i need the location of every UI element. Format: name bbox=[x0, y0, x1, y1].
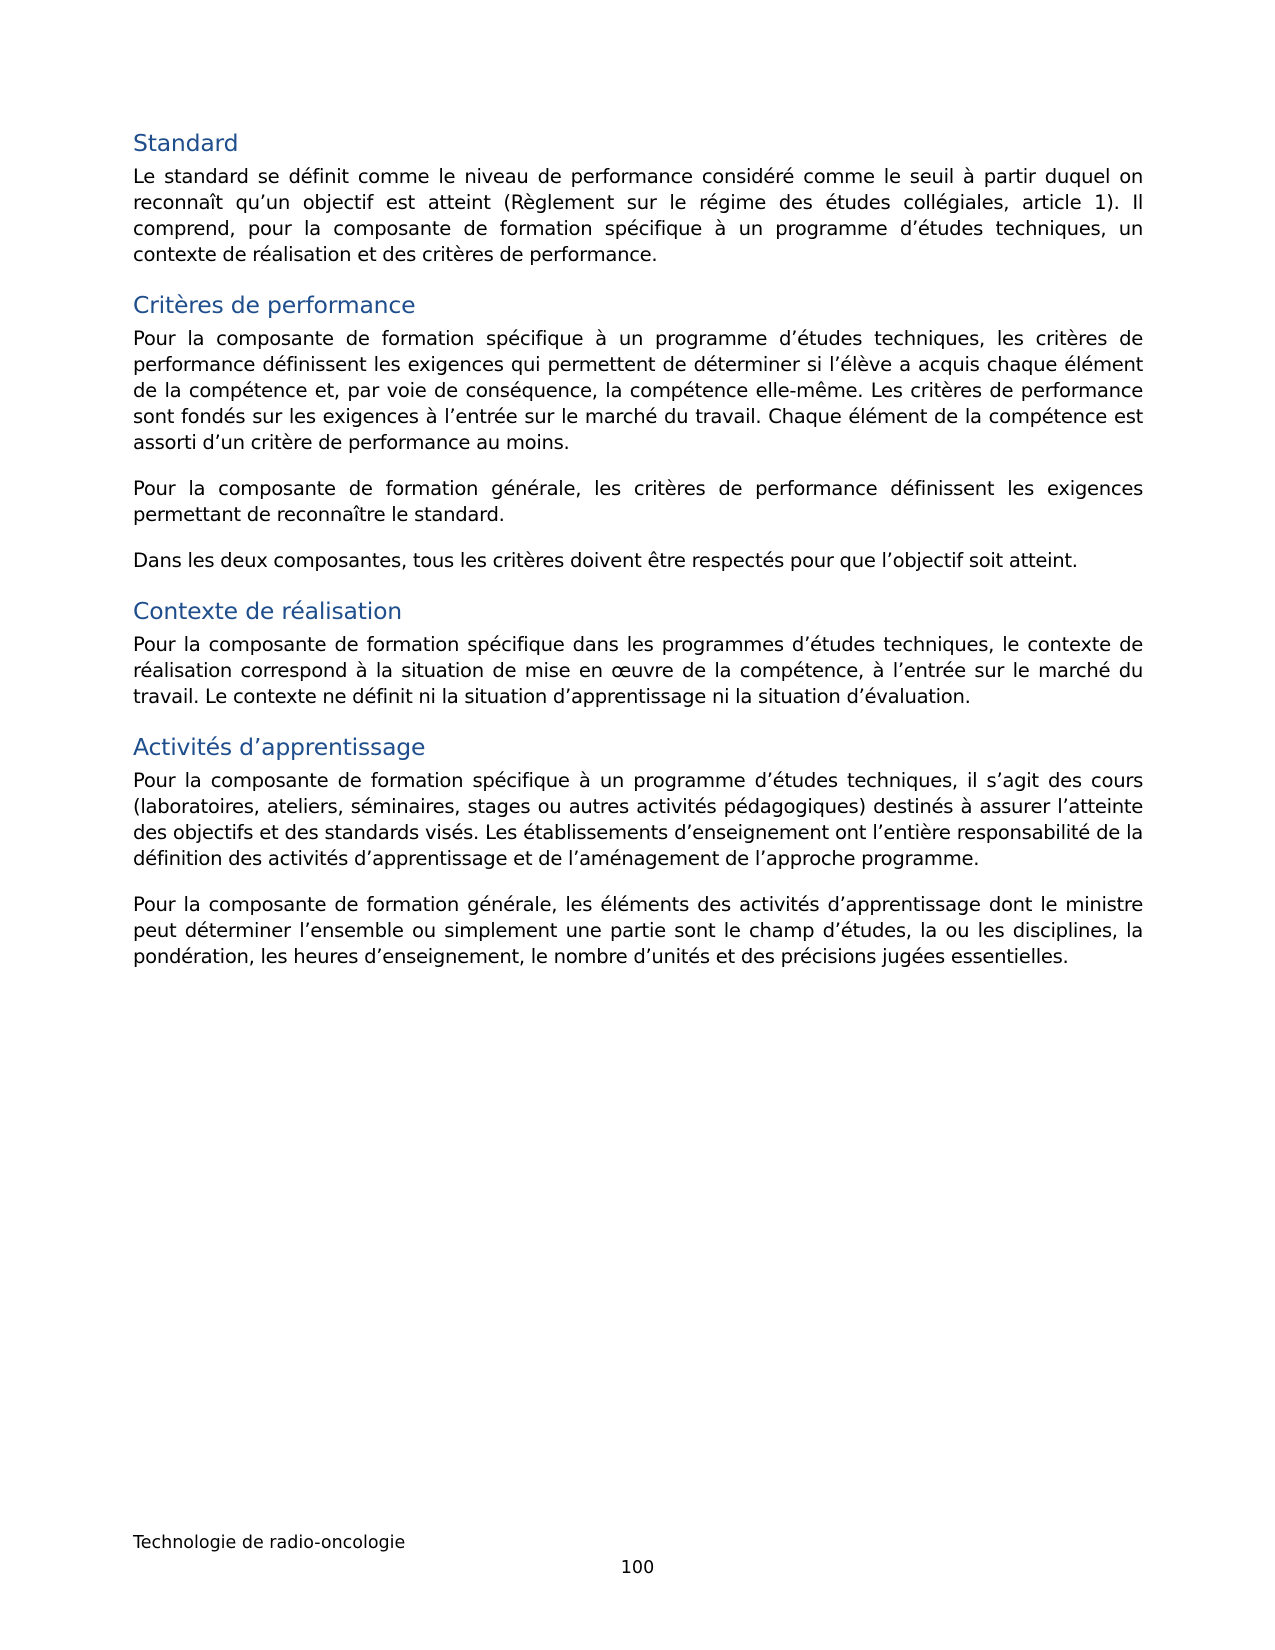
paragraph: Dans les deux composantes, tous les critères doivent être respectés pour que l’objectif soit atteint. bbox=[133, 549, 1078, 572]
paragraph: Le standard se définit comme le niveau de performance considéré comme le seuil à partir duquel on reconnaît qu’un objectif est atteint (Règlement sur le régime des études collégiales, article 1). Il comprend, pour la composante de formation spécifique à un programme d’études techniques, un contexte de réalisation et des critères de performance. bbox=[133, 165, 1143, 266]
section-criteres-de-performance bbox=[133, 290, 1143, 574]
paragraph: Pour la composante de formation spécifique à un programme d’études techniques, les critères de performance définissent les exigences qui permettent de déterminer si l’élève a acquis chaque élément de la compétence et, par voie de conséquence, la compétence elle-même. Les critères de performance sont fondés sur les exigences à l’entrée sur le marché du travail. Chaque élément de la compétence est assorti d’un critère de performance au moins. bbox=[133, 327, 1143, 454]
page-number: 100 bbox=[620, 1558, 655, 1578]
paragraph: Pour la composante de formation spécifique à un programme d’études techniques, il s’agit des cours (laboratoires, ateliers, séminaires, stages ou autres activités pédagogiques) destinés à assurer l’atteinte des objectifs et des standards visés. Les établissements d’enseignement ont l’entière responsabilité de la définition des activités d’apprentissage et de l’aménagement de l’approche programme. bbox=[133, 769, 1143, 870]
section-heading: Standard bbox=[133, 129, 239, 157]
section-contexte-de-realisation bbox=[133, 596, 1143, 710]
paragraph: Pour la composante de formation générale, les critères de performance définissent les exigences permettant de reconnaître le standard. bbox=[133, 477, 1143, 526]
section-activites-d-apprentissage bbox=[133, 732, 1143, 970]
section-standard bbox=[133, 128, 1143, 268]
section-heading: Activités d’apprentissage bbox=[133, 733, 426, 761]
document-body bbox=[133, 128, 1143, 982]
section-heading: Critères de performance bbox=[133, 291, 416, 319]
footer-program-title: Technologie de radio-oncologie bbox=[133, 1533, 406, 1553]
paragraph: Pour la composante de formation générale, les éléments des activités d’apprentissage dont le ministre peut déterminer l’ensemble ou simplement une partie sont le champ d’études, la ou les disciplines, la pondération, les heures d’enseignement, le nombre d’unités et des précisions jugées essentielles. bbox=[133, 893, 1143, 968]
section-heading: Contexte de réalisation bbox=[133, 597, 402, 625]
paragraph: Pour la composante de formation spécifique dans les programmes d’études techniques, le contexte de réalisation correspond à la situation de mise en œuvre de la compétence, à l’entrée sur le marché du travail. Le contexte ne définit ni la situation d’apprentissage ni la situation d’évaluation. bbox=[133, 633, 1143, 708]
